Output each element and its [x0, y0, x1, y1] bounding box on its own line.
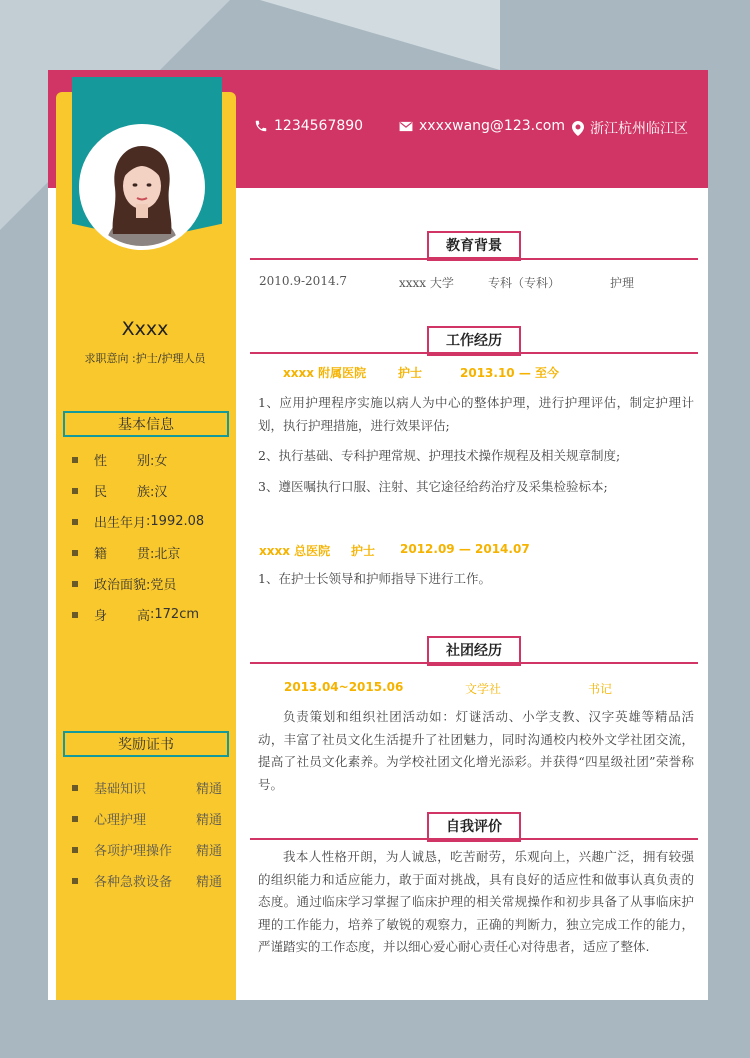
info-row-birth — [72, 512, 204, 531]
info-row-height — [72, 605, 199, 624]
job-duty: 1、应用护理程序实施以病人为中心的整体护理，进行护理评估，制定护理计划，执行护理措施，进行效果评估; — [258, 395, 694, 433]
work-title: 工作经历 — [427, 326, 521, 354]
club-period: 2013.04~2015.06 — [284, 680, 404, 694]
job-role: 护士 — [398, 366, 423, 380]
info-value: :党员 — [146, 578, 177, 593]
email-address: xxxxwang@123.com — [419, 118, 566, 134]
bullet-icon — [72, 847, 78, 853]
background-decoration — [260, 0, 500, 70]
club-org: 文学社 — [465, 682, 502, 696]
candidate-name: Xxxx — [121, 318, 169, 340]
award-label: 各项护理操作 — [94, 844, 173, 859]
info-value: :1992.08 — [146, 514, 205, 529]
info-row-hometown — [72, 543, 180, 562]
job-org: xxxx 总医院 — [259, 544, 331, 558]
job-role: 护士 — [351, 544, 376, 558]
email-contact — [399, 118, 565, 134]
resume-page — [48, 70, 708, 1000]
job-intent: 求职意向 :护士/护理人员 — [84, 352, 206, 365]
bullet-icon — [72, 488, 78, 494]
education-degree: 专科（专科） — [488, 276, 561, 290]
bullet-icon — [72, 612, 78, 618]
award-row — [72, 840, 222, 859]
self-eval-text: 我本人性格开朗，为人诚恳，吃苦耐劳，乐观向上，兴趣广泛，拥有较强的组织能力和适应能力，敢于面对挑战，具有良好的适应性和做事认真负责的态度。通过临床学习掌握了临床护理的相关常规操作和初步具备了从事临床护理的工作能力，培养了敏锐的观察力，正确的判断力，独立完成工作的能力，严谨踏实的工作态度，并以细心爱心耐心责任心对待患者，适应了整体. — [258, 849, 694, 954]
bullet-icon — [72, 816, 78, 822]
avatar — [79, 124, 205, 250]
info-row-gender — [72, 450, 167, 469]
education-school: xxxx 大学 — [399, 276, 454, 290]
location-pin-icon — [572, 121, 584, 136]
job-duty: 2、执行基础、专科护理常规、护理技术操作规程及相关规章制度; — [258, 448, 621, 463]
job-period: 2012.09 — 2014.07 — [400, 542, 530, 556]
info-key: 政治面貌 — [94, 578, 147, 593]
portrait-photo — [83, 128, 201, 246]
award-label: 基础知识 — [94, 782, 147, 797]
phone-icon — [254, 119, 268, 133]
award-level: 精通 — [195, 813, 222, 828]
club-description: 负责策划和组织社团活动如：灯谜活动、小学支教、汉字英雄等精品活动，丰富了社员文化生活提升了社团魅力，同时沟通校内校外文学社团交流，提高了社员文化素养。为学校社团文化增光添彩。并获得“四星级社团”荣誉称号。 — [258, 709, 694, 792]
info-value: :汉 — [150, 485, 168, 500]
info-row-ethnicity — [72, 481, 167, 500]
awards-title: 奖励证书 — [63, 731, 229, 757]
bullet-icon — [72, 785, 78, 791]
info-value: :北京 — [150, 547, 181, 562]
phone-contact — [254, 118, 363, 134]
info-key: 籍贯 — [94, 547, 150, 562]
job-duty: 1、在护士长领导和护师指导下进行工作。 — [258, 571, 491, 586]
award-label: 各种急救设备 — [94, 875, 173, 890]
education-period: 2010.9-2014.7 — [259, 274, 348, 288]
education-title: 教育背景 — [427, 231, 521, 259]
bullet-icon — [72, 550, 78, 556]
self-eval-title: 自我评价 — [427, 812, 521, 840]
basic-info-title: 基本信息 — [63, 411, 229, 437]
phone-number: 1234567890 — [274, 118, 364, 134]
info-value: :女 — [150, 454, 168, 469]
club-role: 书记 — [588, 682, 613, 696]
award-level: 精通 — [195, 782, 222, 797]
job-period: 2013.10 — 至今 — [460, 366, 560, 380]
location-contact — [572, 118, 688, 138]
award-row — [72, 871, 222, 890]
info-row-political — [72, 574, 176, 593]
award-row — [72, 778, 222, 797]
club-title: 社团经历 — [427, 636, 521, 664]
job-org: xxxx 附属医院 — [283, 366, 367, 380]
info-key: 身高 — [94, 609, 150, 624]
info-key: 性别 — [94, 454, 150, 469]
award-level: 精通 — [195, 844, 222, 859]
info-key: 民族 — [94, 485, 150, 500]
location-text: 浙江杭州临江区 — [590, 121, 688, 137]
job-duty: 3、遵医嘱执行口服、注射、其它途径给药治疗及采集检验标本; — [258, 479, 608, 494]
award-label: 心理护理 — [94, 813, 147, 828]
email-icon — [399, 121, 413, 132]
bullet-icon — [72, 878, 78, 884]
award-level: 精通 — [195, 875, 222, 890]
bullet-icon — [72, 457, 78, 463]
award-row — [72, 809, 222, 828]
education-major: 护理 — [610, 276, 635, 290]
bullet-icon — [72, 581, 78, 587]
info-value: :172cm — [150, 607, 200, 622]
info-key: 出生年月 — [94, 516, 147, 531]
bullet-icon — [72, 519, 78, 525]
